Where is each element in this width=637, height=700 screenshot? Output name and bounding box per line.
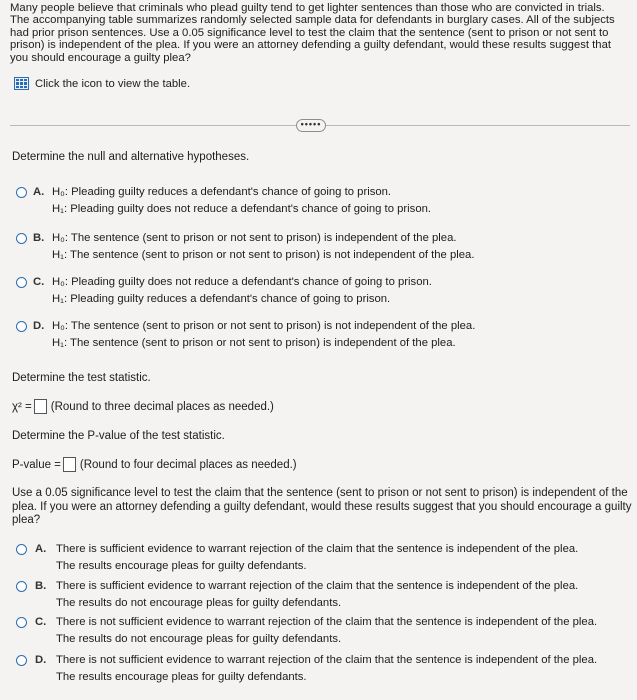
p-value-label: P-value = (12, 458, 61, 471)
radio-a[interactable] (16, 187, 27, 198)
radio-d[interactable] (16, 655, 27, 666)
radio-b[interactable] (16, 581, 27, 592)
conclusion-prompt: Use a 0.05 significance level to test the claim that the sentence (sent to prison or not sent to prison) is independent of the plea. If you were an attorney defending a guilty defendant, would these results suggest that you should encourage a guilty plea? (12, 487, 632, 526)
hypotheses-prompt: Determine the null and alternative hypotheses. (12, 151, 250, 163)
test-statistic-prompt: Determine the test statistic. (12, 372, 151, 384)
test-statistic-row (12, 399, 274, 414)
test-statistic-hint: (Round to three decimal places as needed.) (50, 400, 274, 413)
table-icon[interactable] (14, 77, 29, 90)
expand-button[interactable]: ••••• (296, 119, 326, 132)
test-statistic-input[interactable] (34, 399, 47, 414)
radio-c[interactable] (16, 617, 27, 628)
problem-intro: Many people believe that criminals who plead guilty tend to get lighter sentences than those who are convicted in trials. The accompanying table summarizes randomly selected sample data for defendants in burglary cases. All of the subjects had prior prison sentences. Use a 0.05 significance level to test the claim that the sentence (sent to prison or not sent to prison) is independent of the plea. If you were an attorney defending a guilty defendant, would these results suggest that you should encourage a guilty plea? (10, 2, 615, 64)
radio-c[interactable] (16, 277, 27, 288)
chi-square-label: χ² = (12, 400, 32, 413)
view-table-label[interactable]: Click the icon to view the table. (35, 77, 191, 90)
radio-b[interactable] (16, 233, 27, 244)
view-table-link[interactable] (14, 77, 190, 90)
p-value-prompt: Determine the P-value of the test statistic. (12, 430, 225, 442)
radio-d[interactable] (16, 321, 27, 332)
radio-a[interactable] (16, 544, 27, 555)
p-value-hint: (Round to four decimal places as needed.) (79, 458, 297, 471)
p-value-row (12, 457, 297, 472)
p-value-input[interactable] (63, 457, 76, 472)
